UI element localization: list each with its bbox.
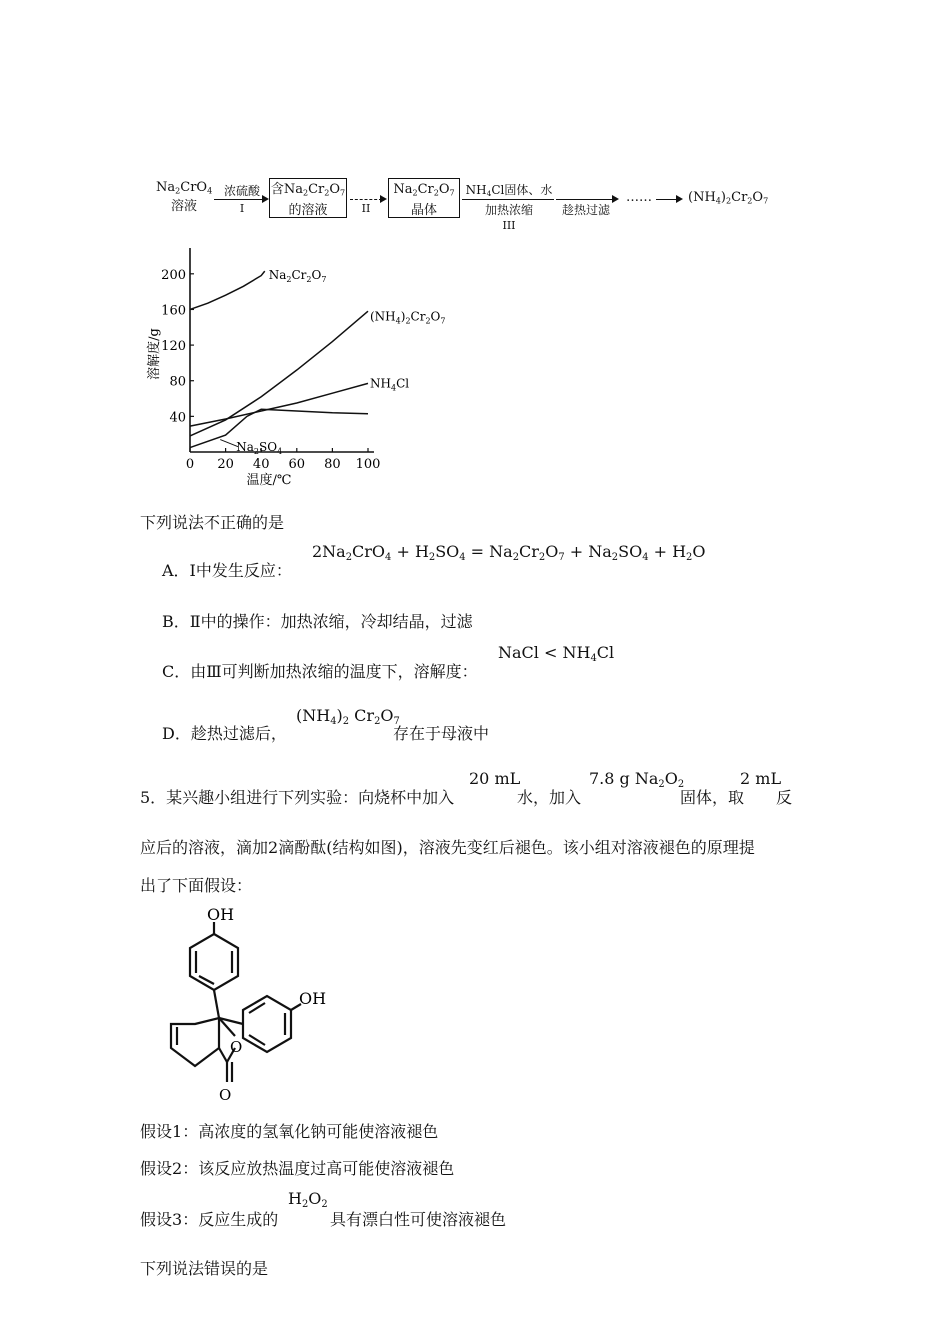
arrowhead-icon: [380, 195, 387, 203]
flow-box1-label: 的溶液: [288, 203, 328, 219]
q5-line2-start: 应后的溶液，滴加: [140, 838, 269, 857]
series-label: $NH_4Cl$: [370, 376, 410, 393]
x-tick-label: 80: [324, 457, 341, 472]
q4-stem: 下列说法不正确的是: [140, 513, 285, 532]
flow-arrow-2-dashed: [350, 199, 382, 200]
y-tick-label: 200: [161, 267, 186, 283]
q4-option-b: B．Ⅱ中的操作：加热浓缩，冷却结晶，过滤: [162, 612, 473, 631]
flow-step3-reagent: $NH_4Cl$固体、水: [465, 183, 553, 199]
q5-hypothesis-2: [140, 1156, 454, 1179]
q4-option-a-prefix: A．Ⅰ中发生反应：: [162, 561, 292, 580]
flow-step2-label: II: [361, 202, 371, 215]
q5-volume-sample: 2 mL: [740, 769, 782, 788]
flow-step1-label: I: [239, 202, 245, 215]
x-tick-label: 40: [252, 457, 270, 472]
q5-hypothesis-1: [140, 1119, 438, 1142]
q5-line2: [140, 835, 755, 858]
q4-option-d-suffix: 存在于母液中: [393, 724, 490, 743]
hyp3-number: 3: [172, 1210, 183, 1229]
series-label: $Na_2Cr_2O_7$: [268, 267, 327, 284]
q4-option-a: [162, 558, 292, 581]
phenolphthalein-structure: [135, 900, 355, 1110]
flow-step1-reagent: 浓硫酸: [223, 184, 260, 198]
structure-oh-top: OH: [207, 905, 235, 924]
y-tick-label: 160: [161, 303, 186, 319]
q5-text-part4: 反: [776, 788, 793, 807]
flow-box1-formula: 含$Na_2Cr_2O_7$: [270, 182, 346, 198]
q5-text-part3: 固体，取: [680, 788, 745, 807]
q5-hyp3-suffix: 具有漂白性可使溶液褪色: [330, 1210, 507, 1229]
q5-hyp3-formula: $H_2O_2$: [288, 1189, 328, 1210]
flow-step3-operation: 加热浓缩: [484, 203, 533, 217]
solubility-chart: [140, 240, 470, 488]
q4-option-a-equation: $2Na_2CrO_4 + H_2SO_4 = Na_2Cr_2O_7 + Na_2SO_4 + H_2O$: [312, 542, 706, 563]
flow-step3-label: III: [502, 219, 516, 232]
hyp3-text: ：反应生成的: [182, 1210, 279, 1229]
flow-start-formula: $Na_2CrO_4$: [156, 180, 213, 196]
x-axis-label: 温度/℃: [246, 473, 292, 488]
flow-product: $(NH_4)_2Cr_2O_7$: [688, 190, 769, 206]
q5-mass-na2o2: 7.8 g $Na_2O_2$: [589, 769, 685, 790]
q5-text-part1: 5．某兴趣小组进行下列实验：向烧杯中加入: [140, 788, 455, 807]
flow-step4-operation: 趁热过滤: [561, 203, 610, 217]
hyp3-label: 假设: [140, 1210, 173, 1229]
hyp2-text: ：该反应放热温度过高可能使溶液褪色: [182, 1159, 455, 1178]
series-label: $(NH_4)_2Cr_2O_7$: [370, 309, 446, 326]
x-tick-label: 100: [355, 457, 381, 472]
y-tick-label: 40: [169, 410, 186, 426]
arrowhead-icon: [676, 195, 683, 203]
hyp1-text: ：高浓度的氢氧化钠可能使溶液褪色: [182, 1122, 439, 1141]
q4-option-d-prefix: D．趁热过滤后，: [162, 724, 287, 743]
q4-option-c-prefix: C．由Ⅲ可判断加热浓缩的温度下，溶解度：: [162, 662, 478, 681]
series-label: $Na_2SO_4$: [236, 439, 283, 456]
structure-carbonyl-o: O: [219, 1086, 232, 1104]
q5-line3: 出了下面假设：: [140, 876, 253, 895]
y-axis-label: 溶解度/g: [147, 328, 162, 380]
hyp2-label: 假设: [140, 1159, 173, 1178]
flow-arrow-1: [214, 199, 266, 200]
series-line-na2so4: [190, 409, 368, 447]
series-line-na2cr2o7: [190, 271, 265, 309]
flow-arrow-3: [462, 199, 554, 200]
structure-ring-o: O: [230, 1038, 243, 1056]
flow-box-solution: [269, 178, 347, 218]
x-tick-label: 0: [185, 457, 195, 472]
flow-box2-label: 晶体: [410, 203, 437, 219]
q5-text-part2: 水，加入: [517, 788, 582, 807]
q4-option-c-formula: NaCl < $NH_4Cl$: [498, 643, 615, 664]
q5-volume-water: 20 mL: [469, 769, 521, 788]
q5-hypothesis-3: [140, 1207, 278, 1230]
q5-stem: 下列说法错误的是: [140, 1259, 269, 1278]
hyp1-number: 1: [172, 1122, 183, 1141]
flow-arrow-4: [556, 199, 616, 200]
x-tick-label: 60: [288, 457, 306, 472]
flow-box-crystal: [388, 178, 460, 218]
series-line-nh42cr2o7: [190, 311, 368, 436]
x-tick-label: 20: [217, 457, 234, 472]
y-tick-label: 120: [161, 339, 186, 355]
flow-box2-formula: $Na_2Cr_2O_7$: [393, 182, 455, 198]
structure-oh-right: OH: [299, 989, 327, 1008]
hyp1-label: 假设: [140, 1122, 173, 1141]
q4-option-d-formula: $(NH_4)_2$ $Cr_2O_7$: [296, 706, 400, 727]
q5-drops: 2: [268, 838, 279, 857]
q5-line2-end: 滴酚酞(结构如图)，溶液先变红后褪色。该小组对溶液褪色的原理提: [278, 838, 755, 857]
series-line-nh4cl: [190, 383, 368, 426]
flow-start: [156, 180, 212, 214]
y-tick-label: 80: [169, 374, 186, 390]
flow-start-label: 溶液: [170, 199, 197, 215]
hyp2-number: 2: [172, 1159, 183, 1178]
flow-ellipsis: ……: [626, 190, 652, 205]
